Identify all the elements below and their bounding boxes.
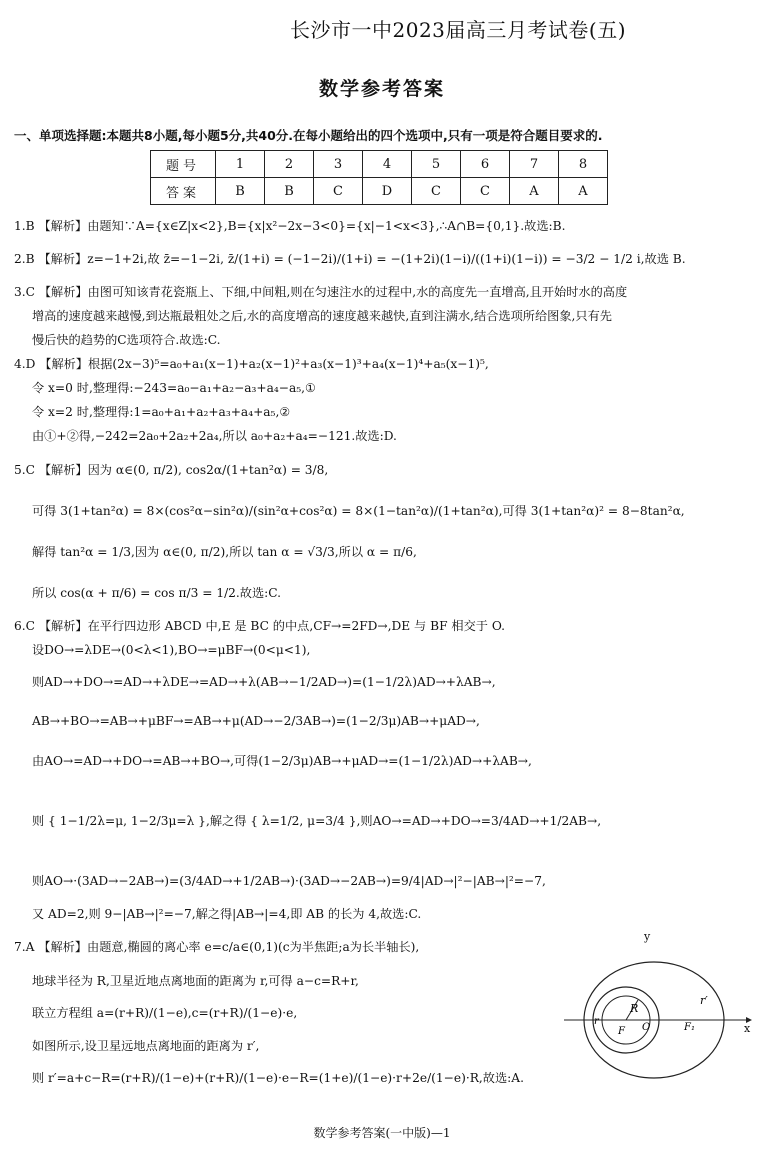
- table-cell: 4: [363, 151, 412, 178]
- table-cell: 1: [216, 151, 265, 178]
- page-footer: 数学参考答案(一中版)—1: [313, 1126, 451, 1140]
- table-cell: C: [461, 178, 510, 205]
- solution-5-line-1: 5.C 【解析】因为 α∈(0, π/2), cos2α/(1+tan²α) = 3/8,: [14, 463, 329, 477]
- solution-5-line-4: 所以 cos(α + π/6) = cos π/3 = 1/2.故选:C.: [32, 586, 282, 600]
- table-cell: 7: [510, 151, 559, 178]
- table-cell: A: [559, 178, 608, 205]
- solution-6-line-1: 6.C 【解析】在平行四边形 ABCD 中,E 是 BC 的中点,CF→=2FD→,DE 与 BF 相交于 O.: [14, 619, 505, 633]
- solution-3-line-1: 3.C 【解析】由图可知该青花瓷瓶上、下细,中间粗,则在匀速注水的过程中,水的高度先一直增高,且开始时水的高度: [14, 285, 628, 299]
- page-subtitle: 数学参考答案: [318, 78, 445, 100]
- solution-4-line-3: 令 x=2 时,整理得:1=a₀+a₁+a₂+a₃+a₄+a₅,②: [32, 405, 291, 419]
- ellipse-orbit-diagram: [560, 928, 754, 1096]
- solution-6-line-2: 设DO→=λDE→(0<λ<1),BO→=μBF→(0<μ<1),: [32, 643, 311, 657]
- page-header-title: 长沙市一中2023届高三月考试卷(五): [290, 18, 627, 42]
- radius-label: R: [630, 1002, 639, 1015]
- section-title: 一、单项选择题:本题共8小题,每小题5分,共40分.在每小题给出的四个选项中,只有一项是符合题目要求的.: [14, 128, 603, 143]
- solution-4-line-1: 4.D 【解析】根据(2x−3)⁵=a₀+a₁(x−1)+a₂(x−1)²+a₃(x−1)³+a₄(x−1)⁴+a₅(x−1)⁵,: [14, 357, 489, 371]
- table-cell: B: [216, 178, 265, 205]
- solution-4-line-2: 令 x=0 时,整理得:−243=a₀−a₁+a₂−a₃+a₄−a₅,①: [32, 381, 316, 395]
- table-row: [151, 151, 608, 178]
- table-cell: C: [412, 178, 461, 205]
- solution-1: 1.B 【解析】由题知∵A={x∈Z|x<2},B={x|x²−2x−3<0}={x|−1<x<3},∴A∩B={0,1}.故选:B.: [14, 219, 566, 233]
- table-cell: B: [265, 178, 314, 205]
- table-cell: 6: [461, 151, 510, 178]
- solution-6-line-8: 又 AD=2,则 9−|AB→|²=−7,解之得|AB→|=4,即 AB 的长为 4,故选:C.: [32, 907, 422, 921]
- table-cell: C: [314, 178, 363, 205]
- solution-6-line-7: 则AO→·(3AD→−2AB→)=(3/4AD→+1/2AB→)·(3AD→−2AB→)=9/4|AD→|²−|AB→|²=−7,: [32, 874, 546, 888]
- table-cell: 2: [265, 151, 314, 178]
- solution-3-line-2: 增高的速度越来越慢,到达瓶最粗处之后,水的高度增高的速度越来越快,直到注满水,结合选项所给图象,只有先: [32, 309, 612, 323]
- solution-7-line-2: 地球半径为 R,卫星近地点离地面的距离为 r,可得 a−c=R+r,: [32, 974, 359, 988]
- solution-2: 2.B 【解析】z=−1+2i,故 z̄=−1−2i, z̄/(1+i) = (−1−2i)/(1+i) = −(1+2i)(1−i)/((1+i)(1−i)) = −3/2 − 1/2 i,故选 B.: [14, 252, 686, 266]
- solution-7-line-5: 则 r′=a+c−R=(r+R)/(1−e)+(r+R)/(1−e)·e−R=(1+e)/(1−e)·r+2e/(1−e)·R,故选:A.: [32, 1071, 524, 1085]
- solution-7-line-1: 7.A 【解析】由题意,椭圆的离心率 e=c/a∈(0,1)(c为半焦距;a为长半轴长),: [14, 940, 420, 954]
- solution-5-line-3: 解得 tan²α = 1/3,因为 α∈(0, π/2),所以 tan α = √3/3,所以 α = π/6,: [32, 545, 417, 559]
- solution-6-line-6: 则 { 1−1/2λ=μ, 1−2/3μ=λ },解之得 { λ=1/2, μ=3/4 },则AO→=AD→+DO→=3/4AD→+1/2AB→,: [32, 814, 602, 828]
- solution-3-line-3: 慢后快的趋势的C选项符合.故选:C.: [32, 333, 221, 347]
- solution-7-line-4: 如图所示,设卫星远地点离地面的距离为 r′,: [32, 1039, 260, 1053]
- table-cell: A: [510, 178, 559, 205]
- r-prime-label: r′: [700, 994, 708, 1007]
- table-header-cell: 题号: [151, 151, 216, 178]
- focus-label: F: [618, 1026, 625, 1037]
- solution-4-line-4: 由①+②得,−242=2a₀+2a₂+2a₄,所以 a₀+a₂+a₄=−121.故选:D.: [32, 429, 397, 443]
- solution-6-line-4: AB→+BO→=AB→+μBF→=AB→+μ(AD→−2/3AB→)=(1−2/3μ)AB→+μAD→,: [32, 714, 480, 728]
- y-axis-label: y: [644, 930, 651, 943]
- table-cell: D: [363, 178, 412, 205]
- answer-table: [150, 150, 608, 205]
- table-header-cell: 答案: [151, 178, 216, 205]
- solution-5-line-2: 可得 3(1+tan²α) = 8×(cos²α−sin²α)/(sin²α+cos²α) = 8×(1−tan²α)/(1+tan²α),可得 3(1+tan²α)² = 8−8tan²α,: [32, 504, 685, 518]
- solution-6-line-3: 则AD→+DO→=AD→+λDE→=AD→+λ(AB→−1/2AD→)=(1−1/2λ)AD→+λAB→,: [32, 675, 496, 689]
- table-cell: 5: [412, 151, 461, 178]
- table-cell: 8: [559, 151, 608, 178]
- x-axis-label: x: [744, 1022, 751, 1035]
- solution-6-line-5: 由AO→=AD→+DO→=AB→+BO→,可得(1−2/3μ)AB→+μAD→=(1−1/2λ)AD→+λAB→,: [32, 754, 532, 768]
- table-cell: 3: [314, 151, 363, 178]
- origin-label: O: [642, 1022, 651, 1033]
- focus-1-label: F₁: [684, 1022, 695, 1033]
- r-label: r: [594, 1016, 599, 1027]
- table-row: [151, 178, 608, 205]
- solution-7-line-3: 联立方程组 a=(r+R)/(1−e),c=(r+R)/(1−e)·e,: [32, 1006, 298, 1020]
